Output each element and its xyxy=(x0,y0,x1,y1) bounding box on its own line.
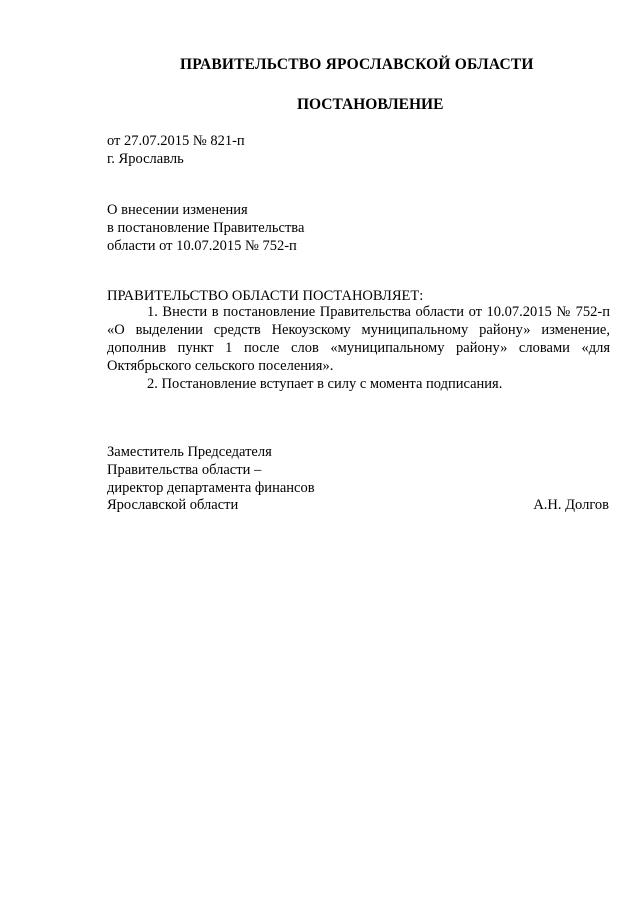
signer-name: А.Н. Долгов xyxy=(533,497,609,513)
subject-line-1: О внесении изменения xyxy=(107,202,248,218)
city: г. Ярославль xyxy=(107,151,184,167)
signer-title-line-1: Заместитель Председателя xyxy=(107,444,272,460)
organization-title: ПРАВИТЕЛЬСТВО ЯРОСЛАВСКОЙ ОБЛАСТИ xyxy=(180,56,534,73)
subject-line-2: в постановление Правительства xyxy=(107,220,305,236)
signer-title-line-4: Ярославской области xyxy=(107,497,239,513)
document-type-title: ПОСТАНОВЛЕНИЕ xyxy=(297,96,444,113)
item-1: 1. Внести в постановление Правительства области от 10.07.2015 № 752-п «О выделении средств Некоузскому муниципальному району» изменение, дополнив пункт 1 после слов «муниципальному району» словами «для Октябрьского сельского поселения». xyxy=(107,304,610,374)
signer-title-line-2: Правительства области – xyxy=(107,462,262,478)
subject-line-3: области от 10.07.2015 № 752-п xyxy=(107,238,297,254)
signer-title-line-3: директор департамента финансов xyxy=(107,480,315,496)
item-2: 2. Постановление вступает в силу с момента подписания. xyxy=(147,376,503,392)
date-number: от 27.07.2015 № 821-п xyxy=(107,133,245,149)
preamble: ПРАВИТЕЛЬСТВО ОБЛАСТИ ПОСТАНОВЛЯЕТ: xyxy=(107,288,424,304)
body-text xyxy=(107,303,610,393)
